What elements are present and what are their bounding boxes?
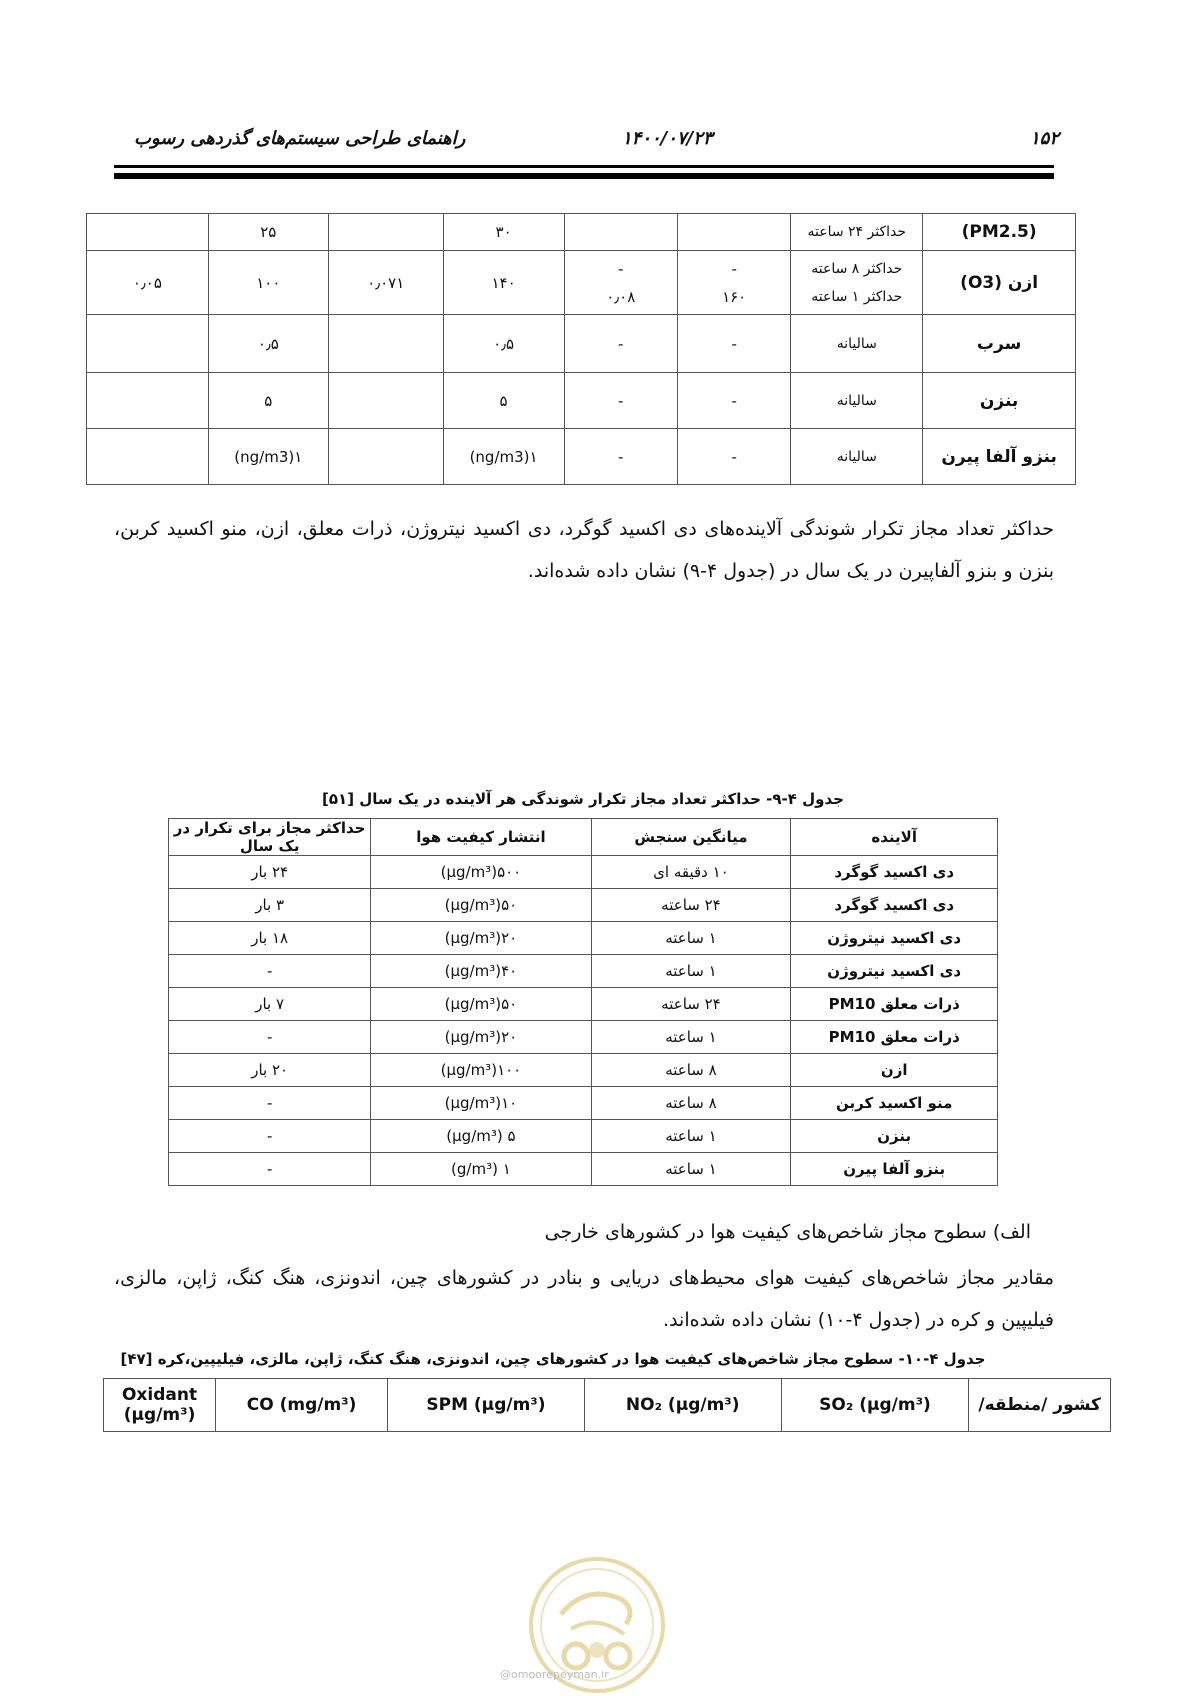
cell-line: - xyxy=(618,259,624,278)
table-cell xyxy=(328,315,443,373)
table-cell: ۱۰۰ xyxy=(208,251,328,315)
table-cell: ۵ xyxy=(208,373,328,429)
table-row xyxy=(169,988,998,1021)
table-cell xyxy=(677,251,790,315)
table-cell: ۵ (μg/m³) xyxy=(371,1120,591,1153)
table-cell: ذرات معلق PM10 xyxy=(791,988,998,1021)
table-cell xyxy=(677,429,790,485)
cell-line: ۰٫۰۸ xyxy=(606,287,636,306)
table-cell: بنزن xyxy=(791,1120,998,1153)
column-header: انتشار کیفیت هوا xyxy=(371,819,591,856)
table-cell: - xyxy=(169,1120,371,1153)
cell-line: - xyxy=(731,391,737,410)
cell-line: ۱۶۰ xyxy=(722,287,747,306)
table-cell: ۲۰(μg/m³) xyxy=(371,1021,591,1054)
column-header: کشور /منطقه/ xyxy=(969,1379,1111,1432)
table-cell xyxy=(791,214,923,251)
cell-line: - xyxy=(618,334,624,353)
table-row xyxy=(169,1021,998,1054)
table-row xyxy=(169,889,998,922)
column-header: آلاینده xyxy=(791,819,998,856)
table-cell: (PM2.5) xyxy=(923,214,1076,251)
table-row xyxy=(169,1054,998,1087)
table-cell xyxy=(328,373,443,429)
exceedance-table xyxy=(168,818,998,1186)
table-cell xyxy=(87,315,209,373)
table-cell xyxy=(564,251,677,315)
table-cell xyxy=(677,373,790,429)
table-cell: ۱(ng/m3) xyxy=(443,429,564,485)
header-rule xyxy=(114,165,1054,168)
table-cell: ۵۰۰(μg/m³) xyxy=(371,856,591,889)
foreign-standards-table xyxy=(103,1378,1111,1432)
table-cell: ۱۰(μg/m³) xyxy=(371,1087,591,1120)
table-cell: - xyxy=(169,1021,371,1054)
table-cell xyxy=(328,214,443,251)
cell-line: حداکثر ۸ ساعته xyxy=(811,260,903,277)
table-cell: ۲۵ xyxy=(208,214,328,251)
table-cell: ذرات معلق PM10 xyxy=(791,1021,998,1054)
column-header: میانگین سنجش xyxy=(591,819,791,856)
column-header: Oxidant (μg/m³) xyxy=(104,1379,216,1432)
table-row xyxy=(169,1153,998,1186)
table-cell xyxy=(791,251,923,315)
table-cell: ۷ بار xyxy=(169,988,371,1021)
table-cell: ۸ ساعته xyxy=(591,1087,791,1120)
table-cell: ۰٫۰۵ xyxy=(87,251,209,315)
table-cell: ۱ ساعته xyxy=(591,922,791,955)
table-cell: ۵ xyxy=(443,373,564,429)
table-cell: ۵۰(μg/m³) xyxy=(371,889,591,922)
table-cell: ازن xyxy=(791,1054,998,1087)
table-cell: - xyxy=(169,955,371,988)
table-row xyxy=(87,214,1076,251)
table-cell: ۱ ساعته xyxy=(591,1021,791,1054)
cell-line: - xyxy=(731,334,737,353)
watermark-text: @omoorepeyman.ir xyxy=(500,1668,609,1681)
table-cell xyxy=(328,429,443,485)
cell-line: سالیانه xyxy=(836,448,877,465)
table-row xyxy=(169,1087,998,1120)
table-cell: ۲۴ ساعته xyxy=(591,889,791,922)
table-cell xyxy=(564,214,677,251)
table-row xyxy=(169,856,998,889)
table-cell xyxy=(791,373,923,429)
table-cell xyxy=(791,429,923,485)
table-cell xyxy=(564,429,677,485)
cell-line: سالیانه xyxy=(836,335,877,352)
table-cell: ۰٫۵ xyxy=(208,315,328,373)
table-cell: ۲۰(μg/m³) xyxy=(371,922,591,955)
cell-line: - xyxy=(731,447,737,466)
table-cell: ۵۰(μg/m³) xyxy=(371,988,591,1021)
table-cell: ۲۴ ساعته xyxy=(591,988,791,1021)
table-cell: ۱۰۰(μg/m³) xyxy=(371,1054,591,1087)
table-cell: ۳۰ xyxy=(443,214,564,251)
table-row xyxy=(87,429,1076,485)
column-header: SPM (μg/m³) xyxy=(388,1379,585,1432)
cell-line: - xyxy=(618,447,624,466)
table-cell: ۲۴ بار xyxy=(169,856,371,889)
column-header: SO₂ (μg/m³) xyxy=(781,1379,969,1432)
table-cell: - xyxy=(169,1153,371,1186)
table-cell: ۴۰(μg/m³) xyxy=(371,955,591,988)
table-cell: منو اکسید کربن xyxy=(791,1087,998,1120)
table3-caption: جدول ۴-۱۰- سطوح مجاز شاخص‌های کیفیت هوا در کشورهای چین، اندونزی، هنگ کنگ، ژاپن، مالزی، فیلیپین،کره [۴۷] xyxy=(120,1350,986,1368)
table-cell: ۱ ساعته xyxy=(591,955,791,988)
table-cell xyxy=(87,373,209,429)
table-cell xyxy=(87,214,209,251)
table-cell xyxy=(564,315,677,373)
header-title: راهنمای طراحی سیستم‌های گذردهی رسوب xyxy=(134,128,466,149)
table-row xyxy=(87,251,1076,315)
table-cell: ۱۸ بار xyxy=(169,922,371,955)
table-cell: - xyxy=(169,1087,371,1120)
table-row xyxy=(169,1120,998,1153)
table-cell: ۱۴۰ xyxy=(443,251,564,315)
cell-line: سالیانه xyxy=(836,392,877,409)
table-cell: ۱ ساعته xyxy=(591,1120,791,1153)
standards-table-continued xyxy=(86,213,1076,485)
paragraph-foreign: مقادیر مجاز شاخص‌های کیفیت هوای محیط‌های دریایی و بنادر در کشورهای چین، اندونزی، هنگ کنگ، ژاپن، مالزی، فیلیپین و کره در (جدول ۴-۱۰) نشان داده شده‌اند. xyxy=(114,1267,1054,1331)
table-cell xyxy=(791,315,923,373)
cell-line: - xyxy=(618,391,624,410)
table-cell: ۱ ساعته xyxy=(591,1153,791,1186)
column-header: حداکثر مجاز برای تکرار در یک سال xyxy=(169,819,371,856)
table-cell xyxy=(564,373,677,429)
table-cell: ۱ (g/m³) xyxy=(371,1153,591,1186)
table-cell: بنزو آلفا پیرن xyxy=(791,1153,998,1186)
column-header: NO₂ (μg/m³) xyxy=(584,1379,781,1432)
table-cell: ۸ ساعته xyxy=(591,1054,791,1087)
table-cell: دی اکسید گوگرد xyxy=(791,889,998,922)
table-cell: سرب xyxy=(923,315,1076,373)
table-cell: دی اکسید نیتروژن xyxy=(791,922,998,955)
table-cell: بنزو آلفا پیرن xyxy=(923,429,1076,485)
page-number: ۱۵۲ xyxy=(1030,128,1060,149)
paragraph-intro: حداکثر تعداد مجاز تکرار شوندگی آلاینده‌های دی اکسید گوگرد، دی اکسید نیتروژن، ذرات معلق، ازن، منو اکسید کربن، بنزن و بنزو آلفاپیرن در یک سال در (جدول ۴-۹) نشان داده شده‌اند. xyxy=(114,518,1054,582)
section-heading-a: الف) سطوح مجاز شاخص‌های کیفیت هوا در کشورهای خارجی xyxy=(544,1221,1031,1243)
table-cell xyxy=(677,214,790,251)
cell-line: حداکثر ۲۴ ساعته xyxy=(807,224,907,240)
table-cell xyxy=(87,429,209,485)
table-cell: ۰٫۵ xyxy=(443,315,564,373)
table-row xyxy=(169,922,998,955)
header-rule-thick xyxy=(114,173,1054,179)
table-row xyxy=(87,315,1076,373)
table-cell: ۱(ng/m3) xyxy=(208,429,328,485)
column-header: CO (mg/m³) xyxy=(216,1379,388,1432)
header-date: ۱۴۰۰/۰۷/۲۳ xyxy=(622,128,713,149)
table-cell: دی اکسید گوگرد xyxy=(791,856,998,889)
cell-line: - xyxy=(731,259,737,278)
table-row xyxy=(169,955,998,988)
table-row xyxy=(87,373,1076,429)
table-cell: ازن (O3) xyxy=(923,251,1076,315)
cell-line: حداکثر ۱ ساعته xyxy=(811,288,903,305)
table-cell: ۰٫۰۷۱ xyxy=(328,251,443,315)
table-cell: بنزن xyxy=(923,373,1076,429)
table-cell xyxy=(677,315,790,373)
table2-caption: جدول ۴-۹- حداکثر تعداد مجاز تکرار شوندگی هر آلاینده در یک سال [۵۱] xyxy=(322,790,844,808)
table-cell: دی اکسید نیتروژن xyxy=(791,955,998,988)
table-cell: ۳ بار xyxy=(169,889,371,922)
table-cell: ۲۰ بار xyxy=(169,1054,371,1087)
table-cell: ۱۰ دقیقه ای xyxy=(591,856,791,889)
